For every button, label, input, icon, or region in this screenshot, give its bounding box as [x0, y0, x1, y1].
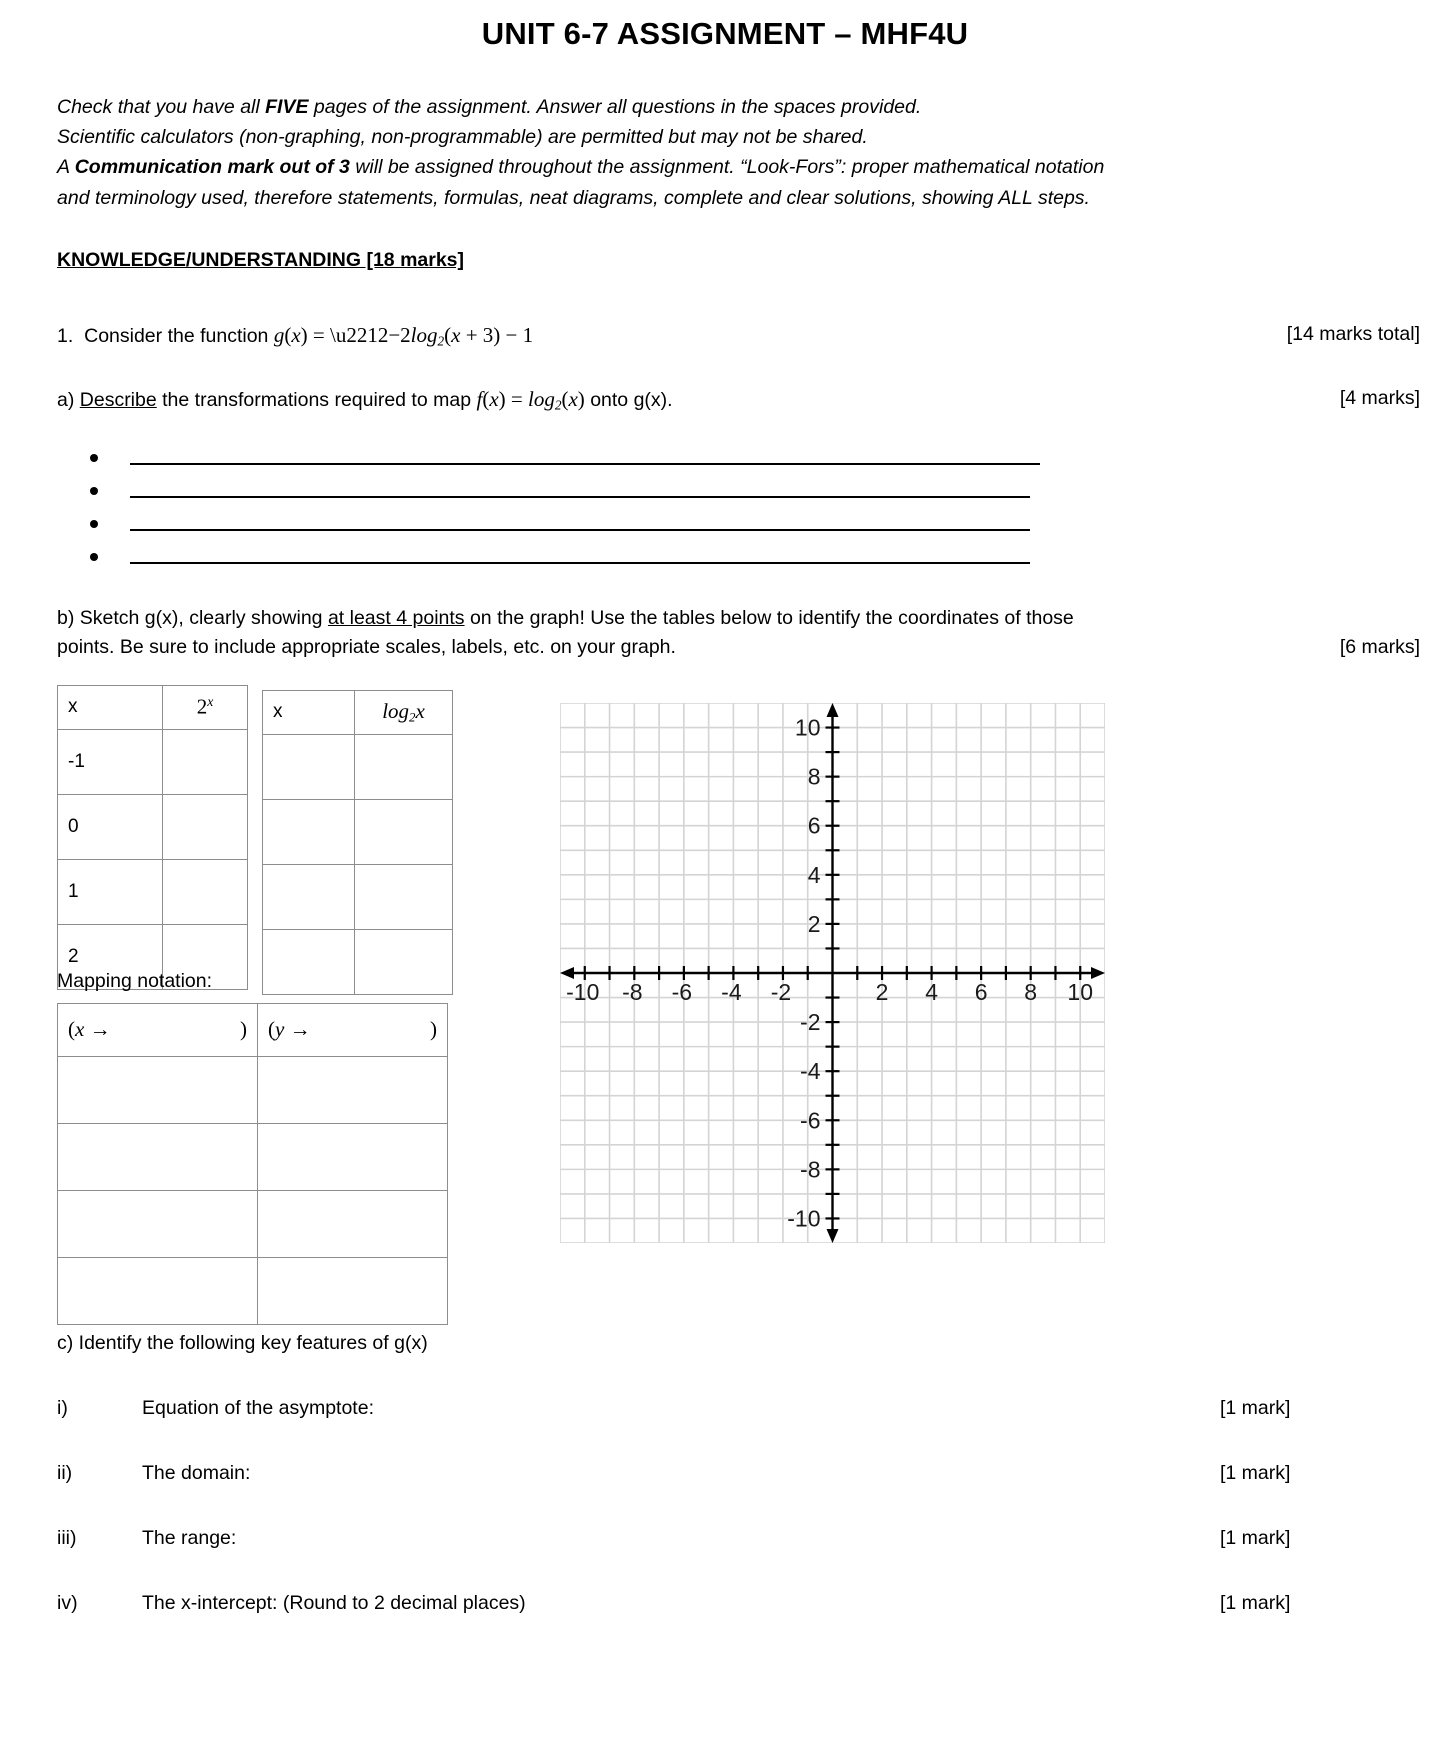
question-1c-item-iii[interactable]: [0, 1527, 1450, 1550]
svg-text:-10: -10: [566, 978, 600, 1005]
instructions-line-1-pre: Check that you have all: [57, 96, 266, 118]
bullet-dot-icon: [90, 454, 98, 462]
function-f-arg-var: x: [568, 387, 578, 412]
answer-write-line[interactable]: [130, 562, 1030, 564]
table-cell-value[interactable]: [355, 929, 453, 994]
question-1-text: Consider the function: [84, 324, 269, 347]
table-cell-x-mapped[interactable]: [58, 1190, 258, 1257]
answer-write-line[interactable]: [130, 496, 1030, 498]
answer-write-line[interactable]: [130, 529, 1030, 531]
table-cell-y-mapped[interactable]: [258, 1190, 448, 1257]
svg-text:8: 8: [1024, 978, 1038, 1005]
question-1c-label: c): [57, 1331, 74, 1354]
question-1b-marks: [6 marks]: [1339, 636, 1420, 659]
svg-text:10: 10: [794, 714, 821, 741]
instructions-block: [0, 92, 1450, 213]
instructions-line-1: [57, 92, 1390, 122]
table-cell-x[interactable]: 1: [58, 859, 163, 924]
table-row[interactable]: [58, 729, 248, 794]
table-log-base-two[interactable]: [262, 690, 453, 995]
log-base: 2: [409, 709, 416, 725]
table-row[interactable]: [58, 1123, 448, 1190]
function-g-arg-rest: + 3) − 1: [460, 322, 534, 347]
table-header-y-mapping: [258, 1003, 448, 1056]
function-f-paren-open: (: [482, 387, 490, 412]
svg-text:-4: -4: [800, 1057, 821, 1084]
table-header-x: x: [263, 690, 355, 734]
table-cell-value[interactable]: [355, 799, 453, 864]
function-f-equals: =: [505, 387, 528, 412]
table-cell-y-mapped[interactable]: [258, 1257, 448, 1324]
table-cell-x[interactable]: [263, 799, 355, 864]
answer-line-item[interactable]: [0, 504, 1450, 537]
instructions-line-1-post: pages of the assignment. Answer all questions in the spaces provided.: [308, 96, 922, 118]
item-marks: [1 mark]: [1220, 1526, 1291, 1549]
answer-lines-list: [0, 438, 1450, 570]
table-header-2-to-x: [163, 685, 248, 729]
question-1a-text-end: onto g(x).: [584, 389, 673, 412]
svg-text:-10: -10: [787, 1205, 821, 1232]
function-g-equals: = \u2212: [307, 322, 389, 347]
svg-text:-8: -8: [800, 1155, 821, 1182]
instructions-line-3-post: will be assigned throughout the assignment. “Look-Fors”: proper mathematical notation: [349, 156, 1105, 179]
svg-text:6: 6: [807, 812, 821, 839]
item-number: iv): [57, 1591, 78, 1614]
question-1-marks: [14 marks total]: [1286, 322, 1420, 345]
item-marks: [1 mark]: [1220, 1461, 1291, 1484]
question-1-stem: [57, 320, 533, 352]
table-cell-x[interactable]: [263, 929, 355, 994]
table-cell-y-mapped[interactable]: [258, 1123, 448, 1190]
item-marks: [1 mark]: [1220, 1396, 1291, 1419]
item-text: Equation of the asymptote:: [142, 1396, 374, 1419]
item-text: The x-intercept: (Round to 2 decimal places): [142, 1591, 526, 1614]
function-f-log: log: [527, 387, 555, 412]
svg-text:8: 8: [807, 763, 821, 790]
table-cell-y-mapped[interactable]: [258, 1056, 448, 1123]
table-row-header: [58, 685, 248, 729]
function-g-arg-var: x: [451, 322, 461, 347]
function-g-arg-open: (: [444, 322, 452, 347]
function-f-paren-close: ): [498, 387, 506, 412]
bullet-dot-icon: [90, 520, 98, 528]
assignment-page: [0, 8, 1450, 1744]
table-row[interactable]: [263, 864, 453, 929]
table-header-x: x: [58, 685, 163, 729]
table-cell-x[interactable]: [263, 864, 355, 929]
table-cell-x-mapped[interactable]: [58, 1123, 258, 1190]
question-1-row: [0, 320, 1450, 352]
svg-text:4: 4: [925, 978, 938, 1005]
table-cell-value[interactable]: [163, 859, 248, 924]
svg-text:-2: -2: [770, 978, 792, 1005]
question-1c-item-i[interactable]: [0, 1397, 1450, 1420]
svg-text:-6: -6: [800, 1106, 821, 1133]
item-number: i): [57, 1396, 68, 1419]
question-1b-paragraph: [0, 604, 1450, 663]
question-1b-emphasis-points: at least 4 points: [327, 607, 465, 630]
question-1c-paragraph: [0, 1332, 1450, 1355]
table-mapping-notation[interactable]: [57, 1003, 448, 1325]
table-row[interactable]: [58, 1056, 448, 1123]
question-1b-line1-pre: Sketch g(x), clearly showing: [79, 607, 328, 630]
table-cell-x[interactable]: -1: [58, 729, 163, 794]
question-1a-text-mid: the transformations required to map: [156, 389, 477, 412]
mapping-y-open: (y →: [268, 1017, 311, 1042]
table-cell-x[interactable]: 0: [58, 794, 163, 859]
table-cell-value[interactable]: [163, 794, 248, 859]
question-1a-marks: [4 marks]: [1339, 387, 1420, 410]
mapping-y-var: y: [275, 1017, 285, 1042]
function-g-paren-close: ): [300, 322, 308, 347]
mapping-y-close: ): [430, 1017, 437, 1042]
question-1c-text: Identify the following key features of g(x): [78, 1331, 428, 1354]
instructions-line-3-pre: A: [57, 156, 75, 179]
item-marks: [1 mark]: [1220, 1591, 1291, 1614]
table-row[interactable]: [58, 859, 248, 924]
instructions-five-emphasis: FIVE: [265, 96, 309, 118]
answer-line-item[interactable]: [0, 537, 1450, 570]
table-row[interactable]: [263, 929, 453, 994]
table-row[interactable]: [58, 1190, 448, 1257]
item-number: iii): [57, 1526, 77, 1549]
table-row[interactable]: [263, 734, 453, 799]
table-cell-value[interactable]: [355, 864, 453, 929]
question-1c-item-ii[interactable]: [0, 1462, 1450, 1485]
bullet-dot-icon: [90, 487, 98, 495]
log-variable: x: [415, 698, 425, 723]
svg-text:2: 2: [807, 910, 821, 937]
function-g-log-base: 2: [437, 333, 445, 349]
question-1b-line-1: [57, 604, 1420, 633]
table-row[interactable]: [58, 794, 248, 859]
svg-text:4: 4: [807, 861, 821, 888]
question-1c-item-iv[interactable]: [0, 1592, 1450, 1615]
instructions-line-2: Scientific calculators (non-graphing, non-programmable) are permitted but may not be shared.: [57, 126, 868, 149]
table-cell-x[interactable]: [263, 734, 355, 799]
svg-text:-6: -6: [671, 978, 693, 1005]
table-cell-x-mapped[interactable]: [58, 1056, 258, 1123]
answer-write-line[interactable]: [130, 463, 1040, 465]
page-title: UNIT 6-7 ASSIGNMENT – MHF4U: [481, 16, 969, 51]
function-g-coefficient: −2: [388, 322, 411, 347]
function-g-expression: g: [273, 322, 285, 347]
instructions-communication-emphasis: Communication mark out of 3: [74, 156, 350, 179]
table-row[interactable]: [58, 1257, 448, 1324]
table-header-log2x: [355, 690, 453, 734]
svg-text:6: 6: [974, 978, 988, 1005]
function-g-paren-open: (: [284, 322, 292, 347]
question-1a-row: [0, 384, 1450, 416]
item-text: The domain:: [142, 1461, 251, 1484]
question-1b-line1-post: on the graph! Use the tables below to identify the coordinates of those: [464, 607, 1074, 630]
table-row-header: [58, 1003, 448, 1056]
mapping-notation-label: Mapping notation:: [57, 969, 213, 992]
question-1-number: 1.: [57, 324, 74, 347]
question-1b-label: b): [57, 607, 75, 630]
answer-line-item[interactable]: [0, 438, 1450, 471]
svg-text:-4: -4: [721, 978, 742, 1005]
table-powers-of-two[interactable]: [57, 685, 248, 990]
function-f-variable: x: [489, 387, 499, 412]
table-cell-x-mapped[interactable]: [58, 1257, 258, 1324]
power-base: 2: [196, 694, 208, 719]
log-word: log: [382, 698, 410, 723]
section-heading-knowledge: KNOWLEDGE/UNDERSTANDING [18 marks]: [57, 248, 465, 271]
question-1b-line-2-wrap: [57, 633, 1420, 662]
function-f-log-base: 2: [554, 398, 562, 414]
bullet-dot-icon: [90, 553, 98, 561]
table-header-x-mapping: [58, 1003, 258, 1056]
instructions-line-4: and terminology used, therefore statements, formulas, neat diagrams, complete and clear solutions, showing ALL steps.: [57, 186, 1090, 209]
table-row-header: [263, 690, 453, 734]
function-f-arg-open: (: [561, 387, 569, 412]
answer-line-item[interactable]: [0, 471, 1450, 504]
mapping-x-var: x: [75, 1017, 85, 1042]
power-exponent: x: [207, 694, 214, 710]
work-area: [0, 685, 1450, 1310]
svg-text:-8: -8: [622, 978, 643, 1005]
svg-text:2: 2: [875, 978, 889, 1005]
function-g-variable: x: [291, 322, 301, 347]
svg-text:10: 10: [1067, 978, 1094, 1005]
function-f-arg-close: ): [577, 387, 585, 412]
table-cell-x[interactable]: 2: [58, 924, 163, 989]
coordinate-grid-graph[interactable]: [560, 703, 1105, 1243]
question-1a-describe-verb: Describe: [79, 389, 157, 412]
table-cell-value[interactable]: [163, 729, 248, 794]
function-g-log: log: [410, 322, 438, 347]
question-1b-line2: points. Be sure to include appropriate scales, labels, etc. on your graph.: [57, 636, 676, 659]
function-f-name: f: [476, 387, 483, 412]
table-cell-value[interactable]: [355, 734, 453, 799]
table-row[interactable]: [263, 799, 453, 864]
item-text: The range:: [142, 1526, 237, 1549]
svg-text:-2: -2: [800, 1008, 821, 1035]
question-1a-label: a): [57, 389, 75, 412]
mapping-x-open: (x →: [68, 1017, 111, 1042]
mapping-x-close: ): [240, 1017, 247, 1042]
item-number: ii): [57, 1461, 73, 1484]
question-1a-stem: [57, 384, 673, 416]
instructions-line-3: [57, 152, 1390, 182]
